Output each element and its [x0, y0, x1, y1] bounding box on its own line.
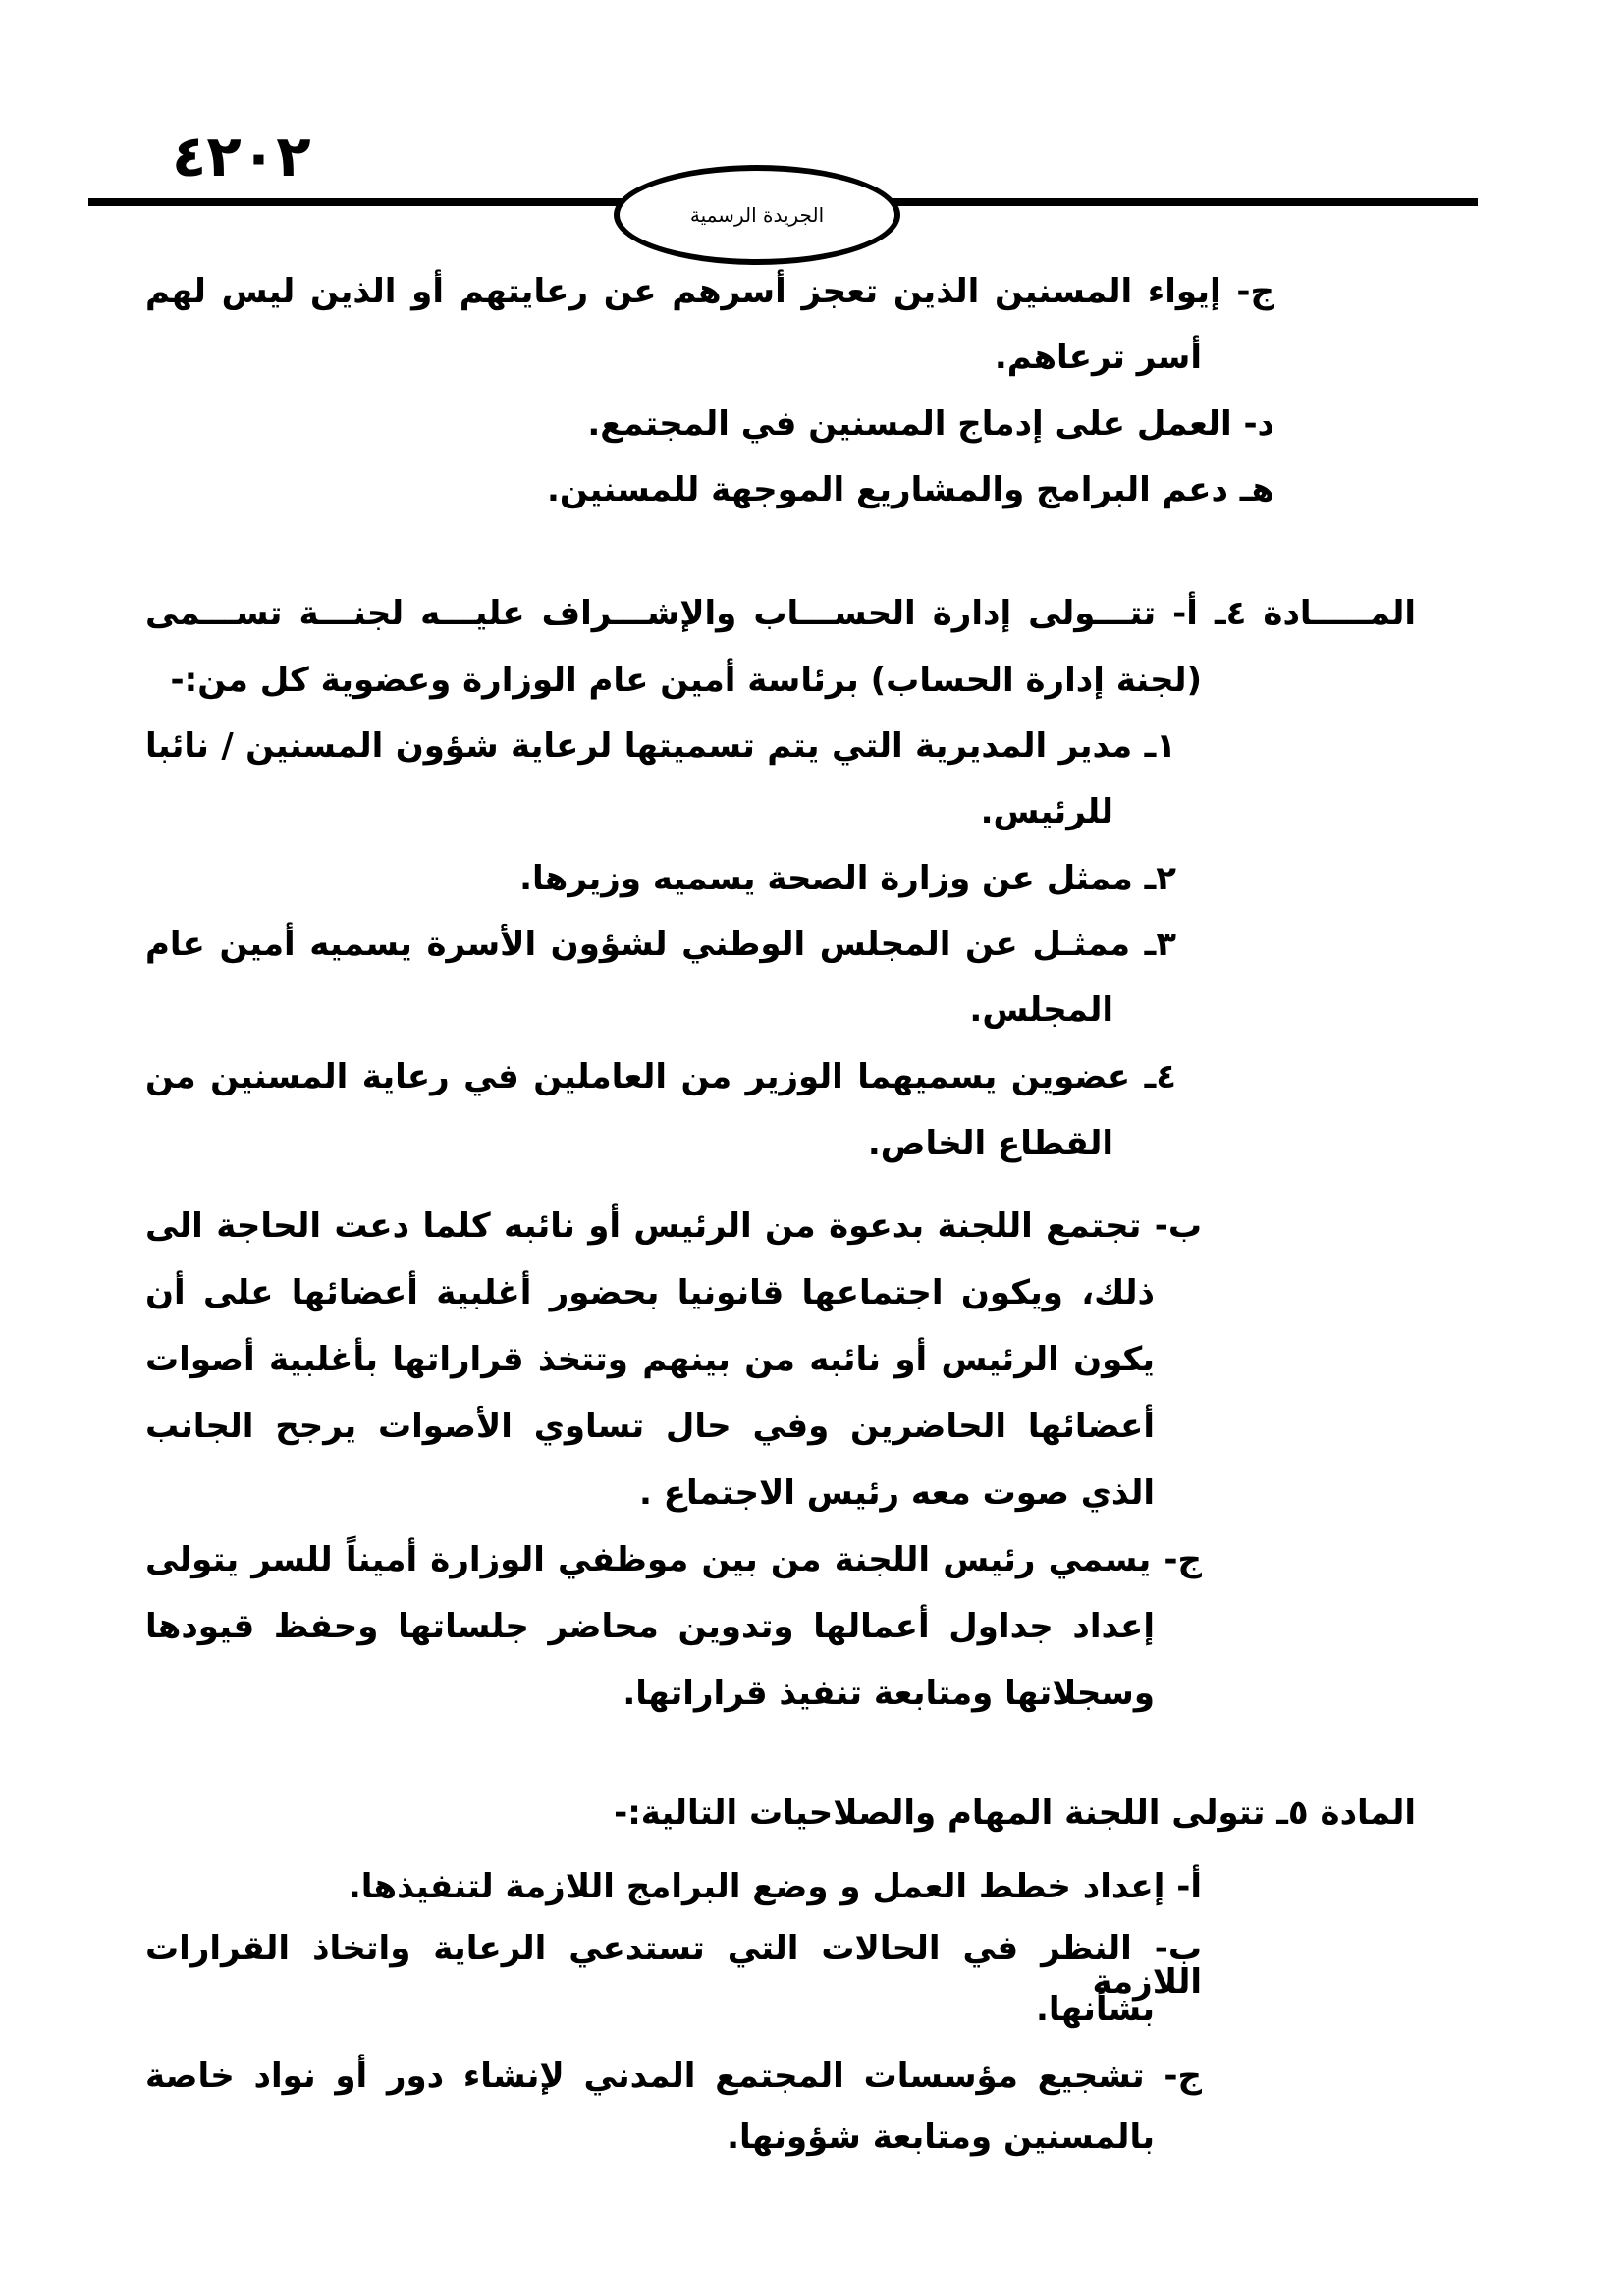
text-line: للرئيس.	[980, 792, 1113, 831]
text-line: هـ دعم البرامج والمشاريع الموجهة للمسنين.	[546, 470, 1274, 509]
gazette-title: الجريدة الرسمية	[689, 203, 825, 227]
text-line: أسر ترعاهم.	[994, 338, 1202, 377]
text-line: وسجلاتها ومتابعة تنفيذ قراراتها.	[623, 1674, 1155, 1713]
text-line: ذلك، ويكون اجتماعها قانونيا بحضور أغلبية أعضائها على أن	[145, 1273, 1155, 1312]
text-line: أعضائها الحاضرين وفي حال تساوي الأصوات يرجح الجانب	[145, 1407, 1155, 1446]
text-line: (لجنة إدارة الحساب) برئاسة أمين عام الوزارة وعضوية كل من:-	[170, 661, 1202, 700]
text-line: بالمسنين ومتابعة شؤونها.	[727, 2117, 1155, 2157]
text-line: ب- تجتمع اللجنة بدعوة من الرئيس أو نائبه كلما دعت الحاجة الى	[145, 1206, 1202, 1246]
text-line: ج- إيواء المسنين الذين تعجز أسرهم عن رعايتهم أو الذين ليس لهم	[145, 272, 1274, 311]
text-line: ج- يسمي رئيس اللجنة من بين موظفي الوزارة أميناً للسر يتولى	[145, 1540, 1202, 1579]
text-line: إعداد جداول أعمالها وتدوين محاضر جلساتها وحفظ قيودها	[145, 1607, 1155, 1646]
text-line: الذي صوت معه رئيس الاجتماع .	[639, 1473, 1155, 1513]
gazette-title-oval	[614, 165, 900, 265]
article-4-heading: المـــــادة ٤ـ أ- تتـــولى إدارة الحســـاب والإشـــراف عليـــه لجنـــة تســـمى	[145, 594, 1416, 633]
list-item: ٤ـ عضوين يسميهما الوزير من العاملين في رعاية المسنين من	[145, 1057, 1176, 1096]
text-line: المجلس.	[969, 990, 1113, 1030]
text-line: القطاع الخاص.	[867, 1124, 1113, 1163]
text-line: د- العمل على إدماج المسنين في المجتمع.	[587, 404, 1274, 444]
header-rule-left	[88, 198, 638, 206]
list-item: ب- النظر في الحالات التي تستدعي الرعاية واتخاذ القرارات اللازمة	[145, 1929, 1202, 2002]
list-item: أ- إعداد خطط العمل و وضع البرامج اللازمة لتنفيذها.	[348, 1867, 1202, 1906]
list-item: ج- تشجيع مؤسسات المجتمع المدني لإنشاء دور أو نواد خاصة	[145, 2056, 1202, 2096]
text-line: بشأنها.	[1035, 1990, 1155, 2029]
page-number: ٤٢٠٢	[172, 123, 311, 189]
header-rule-right	[864, 198, 1478, 206]
list-item: ١ـ مدير المديرية التي يتم تسميتها لرعاية شؤون المسنين / نائبا	[145, 726, 1176, 766]
list-item: ٢ـ ممثل عن وزارة الصحة يسميه وزيرها.	[519, 859, 1176, 898]
text-line: يكون الرئيس أو نائبه من بينهم وتتخذ قراراتها بأغلبية أصوات	[145, 1340, 1155, 1379]
list-item: ٣ـ ممثـل عن المجلس الوطني لشؤون الأسرة يسميه أمين عام	[145, 925, 1176, 964]
article-5-heading: المادة ٥ـ تتولى اللجنة المهام والصلاحيات التالية:-	[614, 1793, 1416, 1833]
